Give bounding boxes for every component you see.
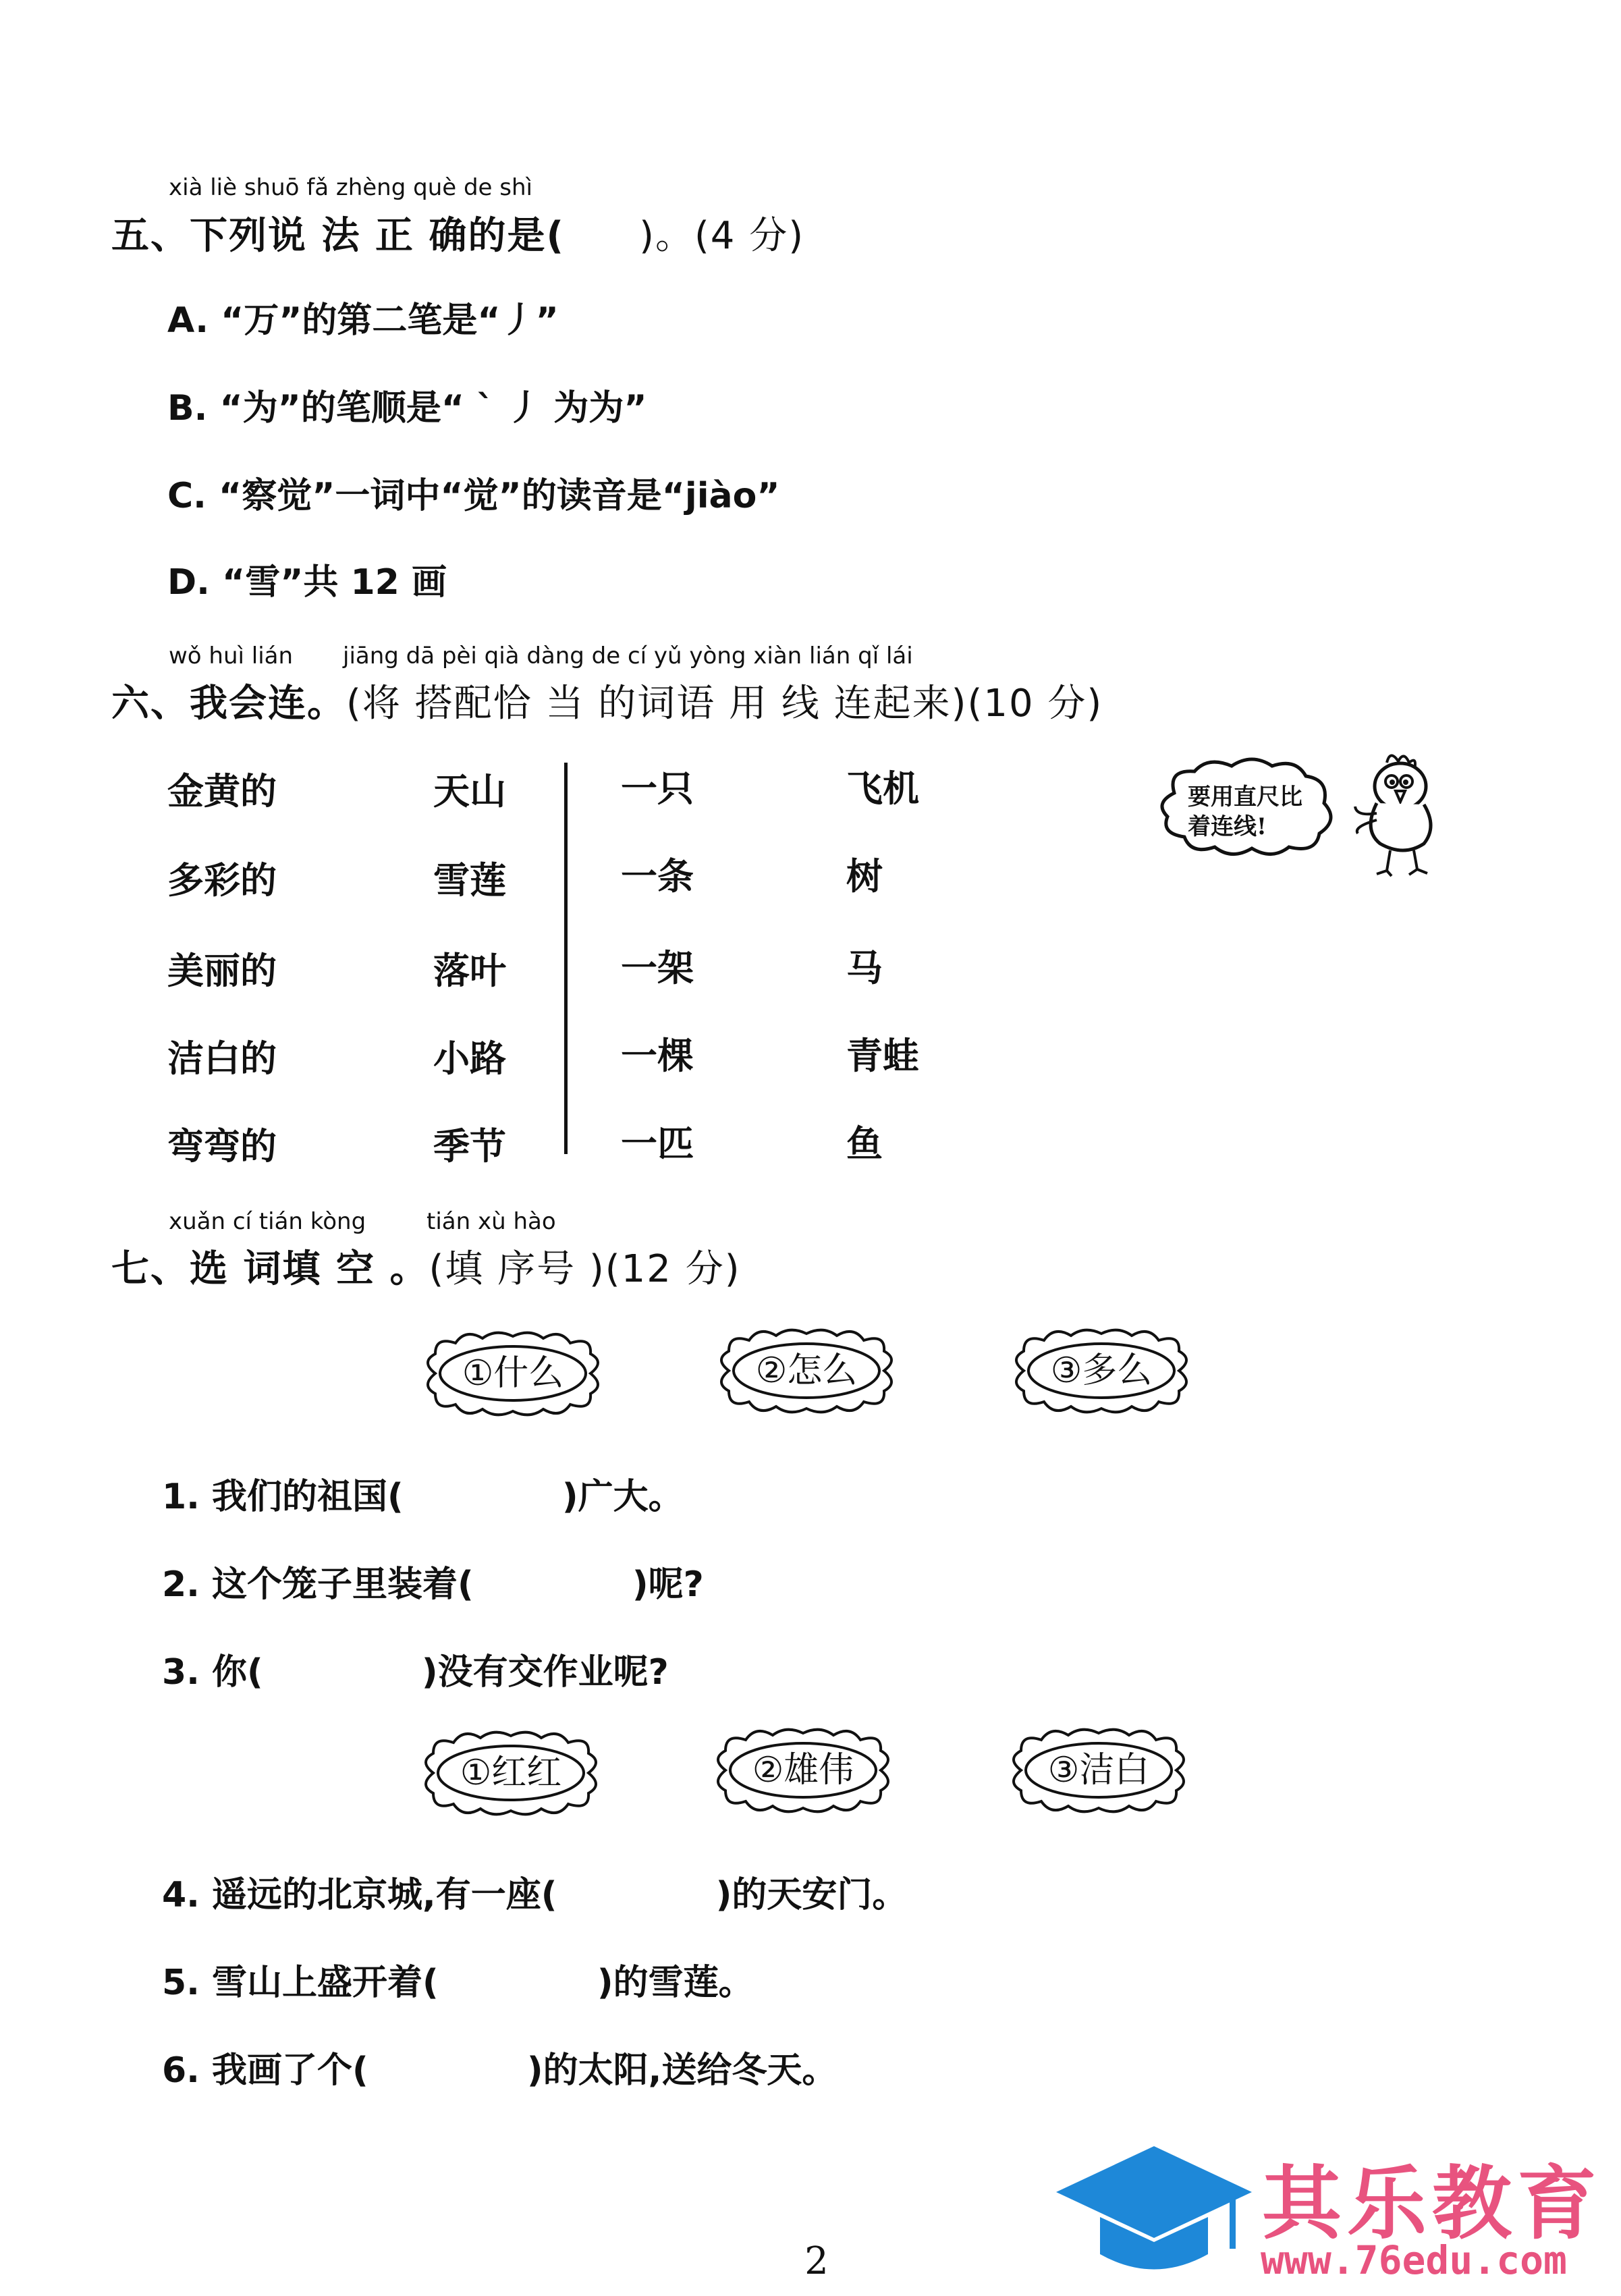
choice-option	[1004, 1325, 1199, 1417]
option-c: C. “察觉”一词中“觉”的读音是“jiào”	[167, 476, 780, 516]
col2-item[interactable]: 季节	[433, 1125, 506, 1168]
col3-item[interactable]: 一只	[621, 767, 694, 810]
col3-item[interactable]: 一匹	[621, 1122, 694, 1165]
col4-item[interactable]: 鱼	[846, 1122, 883, 1165]
col1-item[interactable]: 洁白的	[167, 1037, 277, 1080]
choice-option	[413, 1728, 609, 1819]
sentence-after: )的雪莲。	[597, 1963, 754, 2003]
col2-item[interactable]: 天山	[433, 770, 506, 813]
sentence-before: 1. 我们的祖国(	[162, 1477, 404, 1517]
choice-label: ②雄伟	[752, 1750, 854, 1791]
col4-item[interactable]: 树	[846, 855, 883, 898]
option-b: B. “为”的笔顺是“ ˋ 丿 为为”	[167, 388, 647, 429]
col3-item[interactable]: 一棵	[621, 1035, 694, 1077]
section6-heading-text: 六、我会连。	[111, 682, 346, 726]
graduation-cap-logo	[1053, 2139, 1255, 2281]
choice-label: ②怎么	[755, 1350, 858, 1391]
col1-item[interactable]: 金黄的	[167, 770, 277, 813]
graduation-cap-icon	[1053, 2139, 1255, 2281]
sentence-after: )没有交作业呢?	[421, 1652, 669, 1693]
choice-label: ①红红	[460, 1753, 562, 1793]
section7-heading	[111, 1239, 741, 1293]
speech-bubble	[1147, 753, 1350, 860]
col2-item[interactable]: 落叶	[433, 950, 506, 992]
section6-heading	[111, 674, 1103, 728]
col2-item[interactable]: 小路	[433, 1037, 506, 1080]
chick-icon	[1350, 749, 1451, 877]
section5-pinyin: xià liè shuō fǎ zhèng què de shì	[169, 174, 532, 201]
sentence-before: 4. 遥远的北京城,有一座(	[162, 1875, 557, 1915]
choice-option	[705, 1725, 901, 1816]
col4-item[interactable]: 飞机	[846, 767, 919, 810]
choice-label: ③洁白	[1047, 1750, 1150, 1791]
section5-heading	[111, 206, 804, 260]
choice-label: ①什么	[462, 1353, 564, 1394]
choice-label: ③多么	[1050, 1350, 1153, 1391]
col4-item[interactable]: 马	[846, 947, 883, 989]
section5-heading-text: 五、下列说 法 正 确的是(	[111, 214, 566, 258]
col4-item[interactable]: 青蛙	[846, 1035, 919, 1077]
sentence-after: )呢?	[632, 1564, 704, 1605]
col1-item[interactable]: 美丽的	[167, 950, 277, 992]
section7-pinyin-a: xuǎn cí tián kòng	[169, 1208, 366, 1235]
chick-illustration	[1350, 749, 1451, 877]
fill-sentence-6	[162, 2042, 837, 2092]
option-d: D. “雪”共 12 画	[167, 562, 447, 603]
watermark-url: www.76edu.com	[1261, 2237, 1567, 2283]
sentence-after: )广大。	[561, 1477, 684, 1517]
sentence-before: 5. 雪山上盛开着(	[162, 1963, 439, 2003]
sentence-after: )的太阳,送给冬天。	[526, 2050, 837, 2091]
section7-heading-text: 七、选 词填 空 。	[111, 1247, 429, 1291]
sentence-after: )的天安门。	[715, 1875, 908, 1915]
col3-item[interactable]: 一架	[621, 947, 694, 989]
watermark-name: 其乐教育	[1262, 2157, 1603, 2250]
choice-option	[415, 1328, 611, 1419]
section7-heading-rest: (填 序号 )(12 分)	[429, 1247, 741, 1291]
section6-pinyin-a: wǒ huì lián	[169, 643, 294, 669]
sentence-before: 2. 这个笼子里装着(	[162, 1564, 474, 1605]
fill-sentence-2	[162, 1556, 704, 1606]
col1-item[interactable]: 弯弯的	[167, 1125, 277, 1168]
sentence-before: 6. 我画了个(	[162, 2050, 368, 2091]
column-divider	[564, 763, 568, 1154]
bubble-line-1: 要用直尺比	[1188, 784, 1302, 811]
section5-heading-end: )。(4 分)	[639, 214, 805, 258]
choice-option	[1001, 1725, 1197, 1816]
sentence-before: 3. 你(	[162, 1652, 263, 1693]
col2-item[interactable]: 雪莲	[433, 859, 506, 902]
fill-sentence-1	[162, 1468, 684, 1519]
option-a: A. “万”的第二笔是“丿”	[167, 300, 559, 341]
fill-sentence-3	[162, 1643, 669, 1694]
section7-pinyin-b: tián xù hào	[427, 1208, 556, 1235]
section6-heading-rest: (将 搭配恰 当 的词语 用 线 连起来)(10 分)	[346, 682, 1103, 726]
section6-pinyin-b: jiāng dā pèi qià dàng de cí yǔ yòng xiàn lián qǐ lái	[343, 643, 913, 669]
bubble-line-2: 着连线!	[1188, 813, 1267, 840]
fill-sentence-5	[162, 1954, 754, 2004]
fill-sentence-4	[162, 1866, 907, 1917]
col3-item[interactable]: 一条	[621, 855, 694, 898]
col1-item[interactable]: 多彩的	[167, 859, 277, 902]
page-number: 2	[804, 2239, 829, 2283]
choice-option	[709, 1325, 904, 1417]
